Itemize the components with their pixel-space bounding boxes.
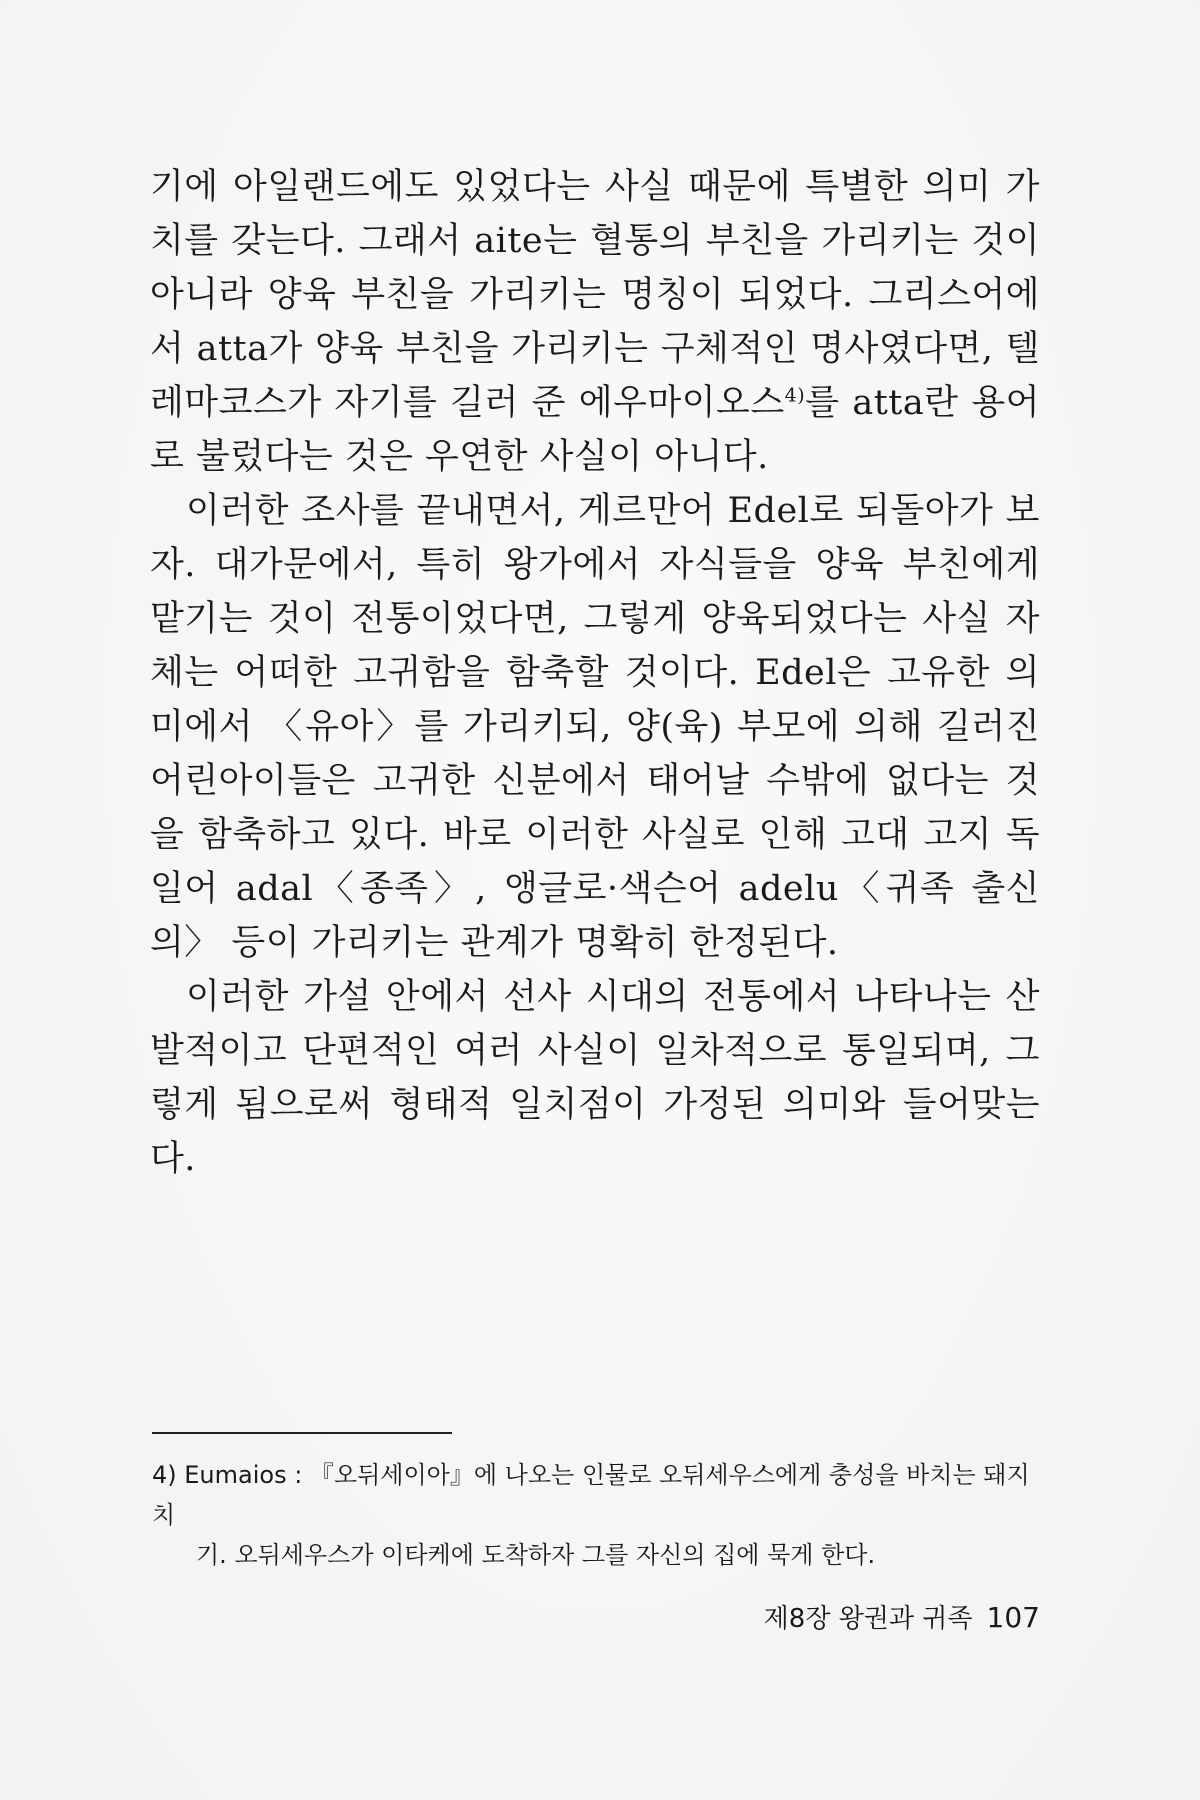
footnote-line-2: 기. 오뒤세우스가 이타케에 도착하자 그를 자신의 집에 묵게 한다. <box>196 1541 876 1569</box>
footnote-line-1: 4) Eumaios : 『오뒤세이아』에 나오는 인물로 오뒤세우스에게 충성을 바치는 돼지치 <box>152 1461 1030 1529</box>
paragraph-1 <box>150 160 1040 484</box>
paragraph-1-text: 기에 아일랜드에도 있었다는 사실 때문에 특별한 의미 가치를 갖는다. 그래서 aite는 혈통의 부친을 가리키는 것이 아니라 양육 부친을 가리키는 명칭이 되었다. 그리스어에서 atta가 양육 부친을 가리키는 구체적인 명사였다면, 텔레마코스가 자기를 길러 준 에우마이오스 <box>150 167 1040 423</box>
chapter-title: 제8장 왕권과 귀족 <box>763 1604 973 1634</box>
paragraph-2: 이러한 조사를 끝내면서, 게르만어 Edel로 되돌아가 보자. 대가문에서, 특히 왕가에서 자식들을 양육 부친에게 맡기는 것이 전통이었다면, 그렇게 양육되었다는 사실 자체는 어떠한 고귀함을 함축할 것이다. Edel은 고유한 의미에서 〈유아〉를 가리키되, 양(육) 부모에 의해 길러진 어린아이들은 고귀한 신분에서 태어날 수밖에 없다는 것을 함축하고 있다. 바로 이러한 사실로 인해 고대 고지 독일어 adal〈종족〉, 앵글로·색슨어 adelu〈귀족 출신의〉 등이 가리키는 관계가 명확히 한정된다. <box>150 491 1040 963</box>
footnote <box>152 1455 1042 1575</box>
body-text <box>150 160 1040 1186</box>
footnote-divider <box>152 1432 452 1434</box>
paragraph-3: 이러한 가설 안에서 선사 시대의 전통에서 나타나는 산발적이고 단편적인 여러 사실이 일차적으로 통일되며, 그렇게 됨으로써 형태적 일치점이 가정된 의미와 들어맞는다. <box>150 977 1040 1179</box>
running-footer <box>680 1600 1040 1637</box>
footnote-reference[interactable]: 4) <box>784 384 806 407</box>
paragraph-1-text-continued: 를 atta란 용어로 불렀다는 것은 우연한 사실이 아니다. <box>150 383 1040 477</box>
page-number: 107 <box>986 1601 1040 1634</box>
